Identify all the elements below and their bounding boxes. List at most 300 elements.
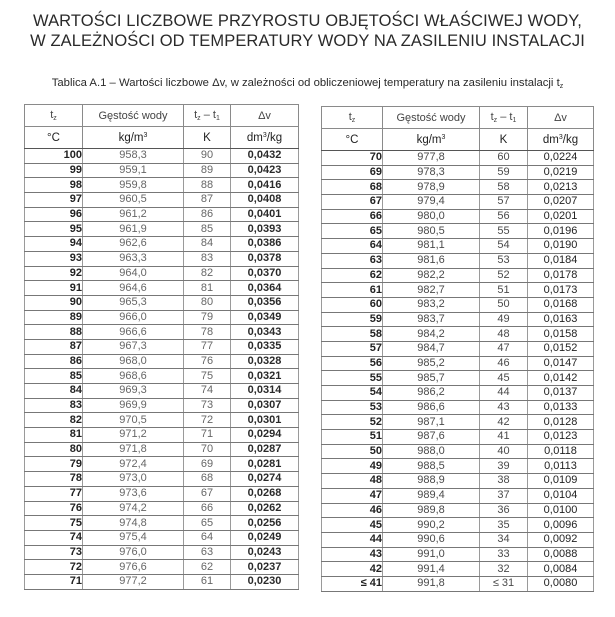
table-row <box>322 268 594 283</box>
cell-water-density: 968,6 <box>83 369 184 384</box>
cell-supply-temp: 61 <box>322 283 383 298</box>
table-row <box>25 428 299 443</box>
cell-supply-temp: 51 <box>322 430 383 445</box>
cell-delta-v: 0,0328 <box>231 354 299 369</box>
table-row <box>25 369 299 384</box>
cell-water-density: 985,2 <box>383 356 480 371</box>
cell-supply-temp: 65 <box>322 224 383 239</box>
cell-delta-v: 0,0262 <box>231 501 299 516</box>
cell-temp-difference: 33 <box>480 547 528 562</box>
cell-supply-temp: 62 <box>322 268 383 283</box>
cell-delta-v: 0,0432 <box>231 149 299 164</box>
cell-water-density: 987,6 <box>383 430 480 445</box>
cell-temp-difference: 49 <box>480 312 528 327</box>
cell-delta-v: 0,0104 <box>528 488 594 503</box>
cell-supply-temp: 66 <box>322 209 383 224</box>
table-caption-text: Tablica A.1 – Wartości liczbowe Δv, w zależności od obliczeniowej temperatury na zasileniu instalacji t <box>51 77 560 89</box>
table-row <box>322 371 594 386</box>
cell-temp-difference: 37 <box>480 488 528 503</box>
units-row <box>25 127 299 149</box>
table-row <box>322 341 594 356</box>
table-row <box>322 444 594 459</box>
cell-delta-v: 0,0314 <box>231 384 299 399</box>
cell-delta-v: 0,0118 <box>528 444 594 459</box>
cell-water-density: 965,3 <box>83 295 184 310</box>
header-tz: $t_z$ <box>25 105 83 127</box>
cell-temp-difference: 46 <box>480 356 528 371</box>
table-row <box>25 413 299 428</box>
cell-water-density: 963,3 <box>83 251 184 266</box>
table-row <box>322 459 594 474</box>
unit-celsius: °C <box>25 127 83 149</box>
cell-temp-difference: 62 <box>184 560 231 575</box>
cell-water-density: 959,8 <box>83 178 184 193</box>
table-row <box>322 312 594 327</box>
cell-supply-temp: 86 <box>25 354 83 369</box>
cell-supply-temp: 64 <box>322 239 383 254</box>
cell-temp-difference: 45 <box>480 371 528 386</box>
table-row <box>25 339 299 354</box>
cell-delta-v: 0,0158 <box>528 327 594 342</box>
header-tz: $t_z$ <box>322 107 383 129</box>
table-row <box>322 209 594 224</box>
table-row <box>322 151 594 166</box>
cell-supply-temp: 84 <box>25 384 83 399</box>
cell-temp-difference: 65 <box>184 516 231 531</box>
cell-supply-temp: 42 <box>322 562 383 577</box>
cell-water-density: 991,0 <box>383 547 480 562</box>
cell-delta-v: 0,0301 <box>231 413 299 428</box>
cell-delta-v: 0,0343 <box>231 325 299 340</box>
table-row <box>322 297 594 312</box>
cell-temp-difference: 74 <box>184 384 231 399</box>
cell-supply-temp: 63 <box>322 253 383 268</box>
cell-temp-difference: 77 <box>184 339 231 354</box>
cell-supply-temp: 68 <box>322 180 383 195</box>
cell-water-density: 964,6 <box>83 281 184 296</box>
cell-temp-difference: 72 <box>184 413 231 428</box>
cell-supply-temp: 80 <box>25 442 83 457</box>
header-row <box>25 105 299 127</box>
unit-kelvin: K <box>184 127 231 149</box>
table-row <box>322 474 594 489</box>
cell-water-density: 973,6 <box>83 486 184 501</box>
cell-supply-temp: 83 <box>25 398 83 413</box>
cell-supply-temp: 47 <box>322 488 383 503</box>
table-row <box>25 295 299 310</box>
table-row <box>322 562 594 577</box>
cell-temp-difference: 53 <box>480 253 528 268</box>
cell-temp-difference: 73 <box>184 398 231 413</box>
cell-water-density: 962,6 <box>83 237 184 252</box>
cell-temp-difference: ≤ 31 <box>480 576 528 591</box>
cell-temp-difference: 38 <box>480 474 528 489</box>
cell-water-density: 973,0 <box>83 472 184 487</box>
cell-delta-v: 0,0307 <box>231 398 299 413</box>
cell-delta-v: 0,0142 <box>528 371 594 386</box>
cell-supply-temp: 82 <box>25 413 83 428</box>
header-row <box>322 107 594 129</box>
cell-water-density: 976,0 <box>83 545 184 560</box>
cell-temp-difference: 59 <box>480 165 528 180</box>
cell-temp-difference: 76 <box>184 354 231 369</box>
volume-increase-table-right <box>321 106 594 592</box>
cell-supply-temp: 49 <box>322 459 383 474</box>
table-row <box>25 281 299 296</box>
cell-temp-difference: 70 <box>184 442 231 457</box>
cell-supply-temp: 55 <box>322 371 383 386</box>
table-row <box>25 222 299 237</box>
cell-temp-difference: 50 <box>480 297 528 312</box>
header-density: Gęstość wody <box>83 105 184 127</box>
cell-delta-v: 0,0281 <box>231 457 299 472</box>
table-row <box>322 400 594 415</box>
cell-temp-difference: 67 <box>184 486 231 501</box>
cell-delta-v: 0,0356 <box>231 295 299 310</box>
cell-supply-temp: 78 <box>25 472 83 487</box>
cell-temp-difference: 75 <box>184 369 231 384</box>
cell-temp-difference: 89 <box>184 163 231 178</box>
cell-water-density: 977,2 <box>83 574 184 589</box>
cell-water-density: 969,3 <box>83 384 184 399</box>
cell-supply-temp: 54 <box>322 386 383 401</box>
table-row <box>322 518 594 533</box>
table-row <box>25 354 299 369</box>
cell-delta-v: 0,0147 <box>528 356 594 371</box>
cell-delta-v: 0,0178 <box>528 268 594 283</box>
cell-temp-difference: 52 <box>480 268 528 283</box>
cell-temp-difference: 87 <box>184 193 231 208</box>
cell-temp-difference: 35 <box>480 518 528 533</box>
cell-water-density: 986,6 <box>383 400 480 415</box>
cell-supply-temp: 96 <box>25 207 83 222</box>
cell-temp-difference: 56 <box>480 209 528 224</box>
table-row <box>25 530 299 545</box>
cell-water-density: 975,4 <box>83 530 184 545</box>
cell-supply-temp: 60 <box>322 297 383 312</box>
cell-delta-v: 0,0137 <box>528 386 594 401</box>
table-row <box>322 180 594 195</box>
cell-temp-difference: 64 <box>184 530 231 545</box>
header-delta-v: Δv <box>528 107 594 129</box>
cell-supply-temp: 98 <box>25 178 83 193</box>
cell-water-density: 966,0 <box>83 310 184 325</box>
cell-delta-v: 0,0256 <box>231 516 299 531</box>
cell-delta-v: 0,0274 <box>231 472 299 487</box>
cell-water-density: 977,8 <box>383 151 480 166</box>
cell-water-density: 964,0 <box>83 266 184 281</box>
cell-delta-v: 0,0237 <box>231 560 299 575</box>
table-row <box>322 532 594 547</box>
table-row <box>25 560 299 575</box>
cell-temp-difference: 57 <box>480 195 528 210</box>
cell-delta-v: 0,0196 <box>528 224 594 239</box>
table-row <box>322 503 594 518</box>
cell-supply-temp: 59 <box>322 312 383 327</box>
cell-water-density: 980,0 <box>383 209 480 224</box>
cell-water-density: 983,7 <box>383 312 480 327</box>
cell-temp-difference: 48 <box>480 327 528 342</box>
cell-water-density: 985,7 <box>383 371 480 386</box>
table-row <box>25 501 299 516</box>
cell-supply-temp: 99 <box>25 163 83 178</box>
cell-temp-difference: 68 <box>184 472 231 487</box>
cell-temp-difference: 83 <box>184 251 231 266</box>
cell-supply-temp: 85 <box>25 369 83 384</box>
cell-supply-temp: 77 <box>25 486 83 501</box>
cell-water-density: 968,0 <box>83 354 184 369</box>
cell-supply-temp: 56 <box>322 356 383 371</box>
cell-delta-v: 0,0378 <box>231 251 299 266</box>
table-row <box>25 472 299 487</box>
cell-supply-temp: 87 <box>25 339 83 354</box>
cell-supply-temp: 67 <box>322 195 383 210</box>
cell-supply-temp: 70 <box>322 151 383 166</box>
cell-delta-v: 0,0109 <box>528 474 594 489</box>
table-row <box>25 545 299 560</box>
cell-supply-temp: 57 <box>322 341 383 356</box>
cell-water-density: 988,5 <box>383 459 480 474</box>
volume-increase-table-left <box>24 104 299 590</box>
table-caption <box>0 77 615 90</box>
cell-water-density: 986,2 <box>383 386 480 401</box>
table-row <box>25 178 299 193</box>
cell-delta-v: 0,0287 <box>231 442 299 457</box>
cell-temp-difference: 63 <box>184 545 231 560</box>
cell-water-density: 982,7 <box>383 283 480 298</box>
table-row <box>25 193 299 208</box>
cell-water-density: 984,2 <box>383 327 480 342</box>
cell-water-density: 971,8 <box>83 442 184 457</box>
table-row <box>322 386 594 401</box>
cell-supply-temp: 43 <box>322 547 383 562</box>
cell-delta-v: 0,0133 <box>528 400 594 415</box>
cell-delta-v: 0,0168 <box>528 297 594 312</box>
cell-temp-difference: 34 <box>480 532 528 547</box>
cell-water-density: 983,2 <box>383 297 480 312</box>
cell-water-density: 961,9 <box>83 222 184 237</box>
cell-delta-v: 0,0294 <box>231 428 299 443</box>
cell-delta-v: 0,0184 <box>528 253 594 268</box>
cell-water-density: 989,4 <box>383 488 480 503</box>
cell-water-density: 990,2 <box>383 518 480 533</box>
cell-water-density: 971,2 <box>83 428 184 443</box>
cell-delta-v: 0,0096 <box>528 518 594 533</box>
table-row <box>25 574 299 589</box>
cell-water-density: 991,8 <box>383 576 480 591</box>
cell-supply-temp: 97 <box>25 193 83 208</box>
cell-water-density: 958,3 <box>83 149 184 164</box>
cell-supply-temp: 93 <box>25 251 83 266</box>
table-row <box>322 356 594 371</box>
table-row <box>25 398 299 413</box>
cell-supply-temp: 71 <box>25 574 83 589</box>
cell-supply-temp: 52 <box>322 415 383 430</box>
cell-delta-v: 0,0386 <box>231 237 299 252</box>
table-row <box>322 488 594 503</box>
cell-delta-v: 0,0401 <box>231 207 299 222</box>
cell-delta-v: 0,0230 <box>231 574 299 589</box>
unit-kg-per-m3: $kg/m^3$ <box>383 129 480 151</box>
cell-delta-v: 0,0080 <box>528 576 594 591</box>
cell-water-density: 991,4 <box>383 562 480 577</box>
table-row <box>25 384 299 399</box>
cell-delta-v: 0,0213 <box>528 180 594 195</box>
cell-water-density: 978,3 <box>383 165 480 180</box>
cell-water-density: 959,1 <box>83 163 184 178</box>
table-row <box>25 442 299 457</box>
cell-delta-v: 0,0201 <box>528 209 594 224</box>
cell-supply-temp: 45 <box>322 518 383 533</box>
table-row <box>25 149 299 164</box>
cell-temp-difference: 39 <box>480 459 528 474</box>
cell-temp-difference: 61 <box>184 574 231 589</box>
cell-water-density: 987,1 <box>383 415 480 430</box>
cell-water-density: 974,2 <box>83 501 184 516</box>
cell-water-density: 989,8 <box>383 503 480 518</box>
cell-supply-temp: 91 <box>25 281 83 296</box>
table-row <box>25 237 299 252</box>
cell-temp-difference: 43 <box>480 400 528 415</box>
cell-delta-v: 0,0349 <box>231 310 299 325</box>
cell-delta-v: 0,0088 <box>528 547 594 562</box>
table-row <box>322 327 594 342</box>
cell-supply-temp: 48 <box>322 474 383 489</box>
cell-temp-difference: 60 <box>480 151 528 166</box>
cell-delta-v: 0,0190 <box>528 239 594 254</box>
table-row <box>322 283 594 298</box>
cell-water-density: 981,6 <box>383 253 480 268</box>
table-row <box>25 486 299 501</box>
header-density: Gęstość wody <box>383 107 480 129</box>
cell-delta-v: 0,0092 <box>528 532 594 547</box>
cell-supply-temp: 58 <box>322 327 383 342</box>
table-row <box>322 239 594 254</box>
cell-temp-difference: 44 <box>480 386 528 401</box>
cell-water-density: 961,2 <box>83 207 184 222</box>
cell-temp-difference: 71 <box>184 428 231 443</box>
cell-supply-temp: 75 <box>25 516 83 531</box>
table-row <box>322 195 594 210</box>
unit-celsius: °C <box>322 129 383 151</box>
cell-supply-temp: 79 <box>25 457 83 472</box>
header-temp-diff: $t_z - t_1$ <box>184 105 231 127</box>
cell-supply-temp: 89 <box>25 310 83 325</box>
document-title-line-1: WARTOŚCI LICZBOWE PRZYROSTU OBJĘTOŚCI WŁAŚCIWEJ WODY, <box>33 12 582 30</box>
cell-supply-temp: 74 <box>25 530 83 545</box>
cell-temp-difference: 55 <box>480 224 528 239</box>
cell-delta-v: 0,0163 <box>528 312 594 327</box>
cell-temp-difference: 78 <box>184 325 231 340</box>
cell-delta-v: 0,0423 <box>231 163 299 178</box>
cell-delta-v: 0,0416 <box>231 178 299 193</box>
cell-temp-difference: 40 <box>480 444 528 459</box>
cell-temp-difference: 51 <box>480 283 528 298</box>
cell-delta-v: 0,0100 <box>528 503 594 518</box>
cell-water-density: 988,0 <box>383 444 480 459</box>
cell-temp-difference: 54 <box>480 239 528 254</box>
cell-temp-difference: 69 <box>184 457 231 472</box>
cell-supply-temp: 50 <box>322 444 383 459</box>
table-row <box>322 430 594 445</box>
table-row <box>25 163 299 178</box>
cell-water-density: 982,2 <box>383 268 480 283</box>
cell-supply-temp: 72 <box>25 560 83 575</box>
table-row <box>25 266 299 281</box>
cell-supply-temp: 81 <box>25 428 83 443</box>
table-caption-subscript: z <box>559 83 564 90</box>
cell-delta-v: 0,0224 <box>528 151 594 166</box>
cell-supply-temp: 94 <box>25 237 83 252</box>
cell-temp-difference: 47 <box>480 341 528 356</box>
unit-dm3-per-kg: $dm^3/kg$ <box>528 129 594 151</box>
table-row <box>25 516 299 531</box>
cell-temp-difference: 88 <box>184 178 231 193</box>
cell-delta-v: 0,0113 <box>528 459 594 474</box>
cell-water-density: 967,3 <box>83 339 184 354</box>
cell-water-density: 966,6 <box>83 325 184 340</box>
table-row <box>25 325 299 340</box>
cell-supply-temp: 90 <box>25 295 83 310</box>
cell-delta-v: 0,0408 <box>231 193 299 208</box>
cell-water-density: 970,5 <box>83 413 184 428</box>
cell-supply-temp: 76 <box>25 501 83 516</box>
cell-temp-difference: 86 <box>184 207 231 222</box>
cell-delta-v: 0,0128 <box>528 415 594 430</box>
cell-supply-temp: 69 <box>322 165 383 180</box>
cell-water-density: 988,9 <box>383 474 480 489</box>
cell-supply-temp: 95 <box>25 222 83 237</box>
cell-delta-v: 0,0249 <box>231 530 299 545</box>
cell-temp-difference: 80 <box>184 295 231 310</box>
cell-temp-difference: 85 <box>184 222 231 237</box>
cell-delta-v: 0,0084 <box>528 562 594 577</box>
cell-delta-v: 0,0207 <box>528 195 594 210</box>
cell-supply-temp: 100 <box>25 149 83 164</box>
cell-delta-v: 0,0321 <box>231 369 299 384</box>
cell-water-density: 976,6 <box>83 560 184 575</box>
unit-kg-per-m3: $kg/m^3$ <box>83 127 184 149</box>
table-row <box>25 457 299 472</box>
cell-water-density: 980,5 <box>383 224 480 239</box>
table-row <box>322 576 594 591</box>
cell-supply-temp: 73 <box>25 545 83 560</box>
cell-water-density: 960,5 <box>83 193 184 208</box>
cell-temp-difference: 66 <box>184 501 231 516</box>
cell-water-density: 979,4 <box>383 195 480 210</box>
cell-supply-temp: 88 <box>25 325 83 340</box>
cell-temp-difference: 42 <box>480 415 528 430</box>
cell-temp-difference: 32 <box>480 562 528 577</box>
cell-supply-temp: 46 <box>322 503 383 518</box>
cell-delta-v: 0,0152 <box>528 341 594 356</box>
cell-temp-difference: 81 <box>184 281 231 296</box>
header-temp-diff: $t_z - t_1$ <box>480 107 528 129</box>
cell-supply-temp: 92 <box>25 266 83 281</box>
unit-dm3-per-kg: $dm^3/kg$ <box>231 127 299 149</box>
cell-temp-difference: 58 <box>480 180 528 195</box>
cell-temp-difference: 79 <box>184 310 231 325</box>
header-delta-v: Δv <box>231 105 299 127</box>
cell-delta-v: 0,0123 <box>528 430 594 445</box>
cell-temp-difference: 84 <box>184 237 231 252</box>
cell-delta-v: 0,0335 <box>231 339 299 354</box>
cell-temp-difference: 90 <box>184 149 231 164</box>
cell-delta-v: 0,0370 <box>231 266 299 281</box>
cell-water-density: 981,1 <box>383 239 480 254</box>
cell-water-density: 978,9 <box>383 180 480 195</box>
cell-delta-v: 0,0364 <box>231 281 299 296</box>
